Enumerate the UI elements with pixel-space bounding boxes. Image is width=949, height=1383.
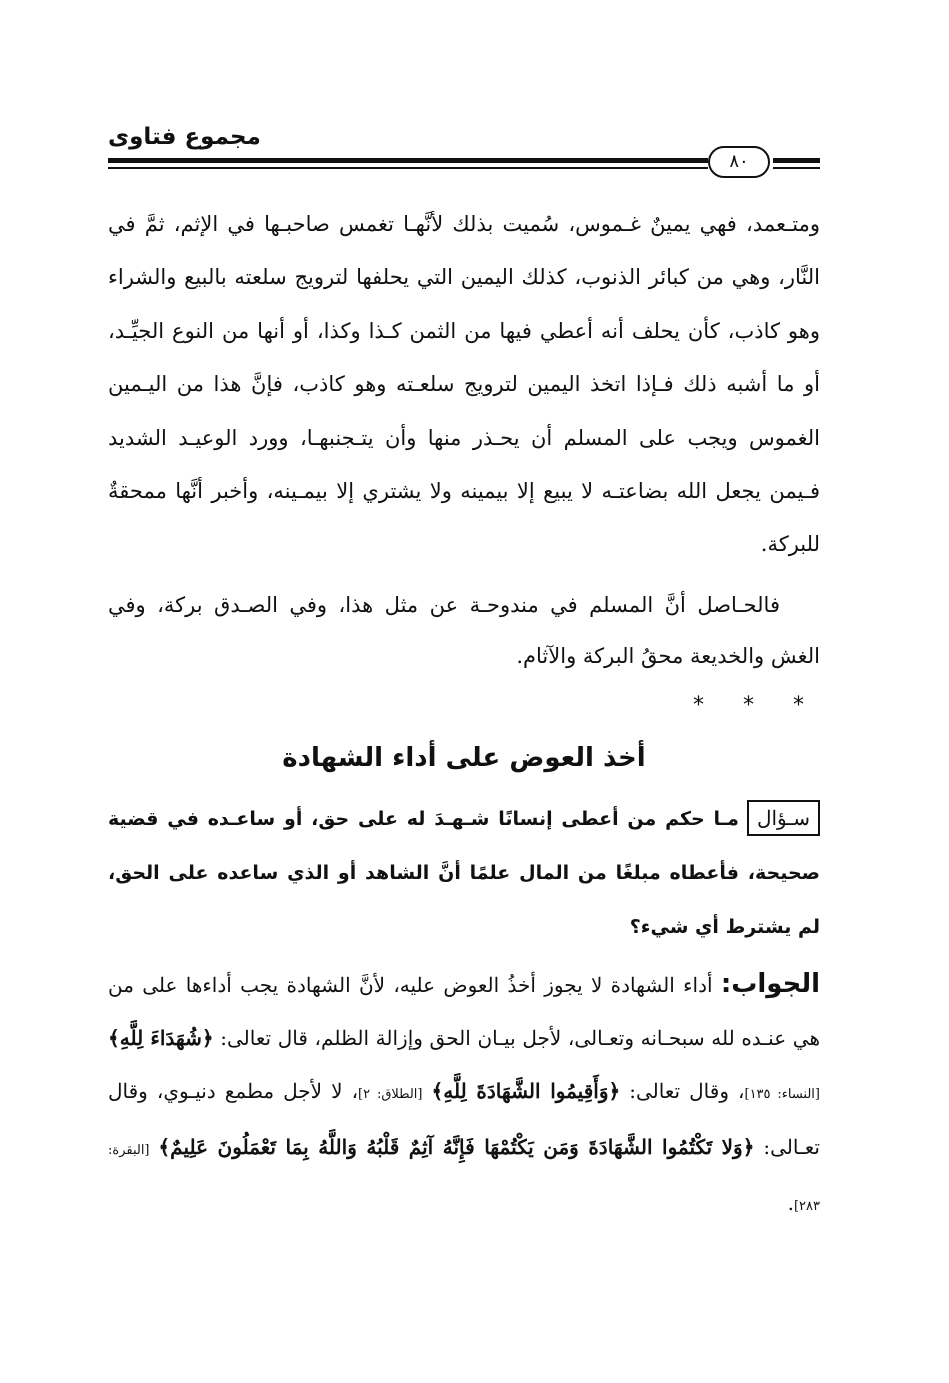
header-rule-thick — [108, 158, 708, 163]
answer-text-3: ، لا لأجل مطمع دنيـوي، وقال تعـالى: — [108, 1078, 820, 1159]
question-label: سـؤال — [747, 800, 820, 836]
page-content — [108, 198, 820, 1233]
question-block — [108, 792, 820, 954]
header-rule-thin-right — [773, 167, 820, 169]
paragraph-2 — [108, 580, 820, 682]
quran-quote-1: ﴿شُهَدَاءَ لِلَّهِ﴾ — [108, 1025, 214, 1050]
quran-quote-3: ﴿وَلا تَكْتُمُوا الشَّهَادَةَ وَمَن يَكْتُمْهَا فَإِنَّهُ آثِمٌ قَلْبُهُ وَاللَّهُ بِمَا تَعْمَلُونَ عَلِيمٌ﴾ — [158, 1134, 755, 1159]
answer-text-2: ، وقال تعالى: — [629, 1078, 745, 1103]
quran-reference-3: [البقرة: ٢٨٣] — [108, 1142, 820, 1214]
quran-reference-2: [الطلاق: ٢] — [358, 1086, 423, 1102]
section-title: أخذ العوض على أداء الشهادة — [282, 742, 646, 773]
paragraph-1: ومتـعمد، فهي يمينٌ غـموس، سُميت بذلك لأنَّهـا تغمس صاحبـها في الإثم، ثمَّ في النَّار، وهي من كبائر الذنوب، كذلك اليمين التي يحلفها لترويج سلعته بالبيع والشراء وهو كاذب، كأن يحلف أنه أعطي فيها من الثمن كـذا وكذا، أو أنها من النوع الجيِّـد، أو ما أشبه ذلك فـإذا اتخذ اليمين لترويج سلعـته وهو كاذب، فإنَّ هذا من اليـمين الغموس ويجب على المسلم أن يحـذر منها وأن يتـجنبهـا، وورد الوعيـد الشديد فـيمن يجعل الله بضاعتـه لا يبيع إلا بيمينه ولا يشتري إلا بيمـينه، وأخبر أنَّها ممحقةٌ للبركة. — [108, 212, 820, 557]
header-rule-thick-right — [773, 158, 820, 163]
answer-block — [108, 958, 820, 1233]
quran-quote-2: ﴿وَأَقِيمُوا الشَّهَادَةَ لِلَّهِ﴾ — [431, 1078, 621, 1103]
answer-text-1: أداء الشهادة لا يجوز أخذُ العوض عليه، لأنَّ الشهادة يجب أداءها على من هي عنـده لله سبحـانه وتعـالى، لأجل بيـان الحق وإزالة الظلم، قال تعالى: — [108, 972, 821, 1050]
page-number: ٨٠ — [708, 146, 770, 178]
quran-reference-1: [النساء: ١٣٥] — [744, 1086, 820, 1102]
section-divider: * * * — [693, 692, 820, 718]
paragraph-2-text: فالحـاصل أنَّ المسلم في مندوحـة عن مثل هذا، وفي الصـدق بركة، وفي الغش والخديعة محقُ البركة والآثام. — [108, 592, 820, 668]
answer-label: الجواب: — [720, 968, 820, 999]
answer-end: . — [787, 1190, 794, 1215]
question-text: مـا حكم من أعطى إنسانًا شـهـدَ له على حق، أو ساعـده في قضية صحيحة، فأعطاه مبلغًا من المال علمًا أنَّ الشاهد أو الذي ساعده على الحق، لم يشترط أي شيء؟ — [108, 807, 820, 938]
header-rule-thin — [108, 167, 708, 169]
book-title: مجموع فتاوى — [108, 124, 261, 150]
